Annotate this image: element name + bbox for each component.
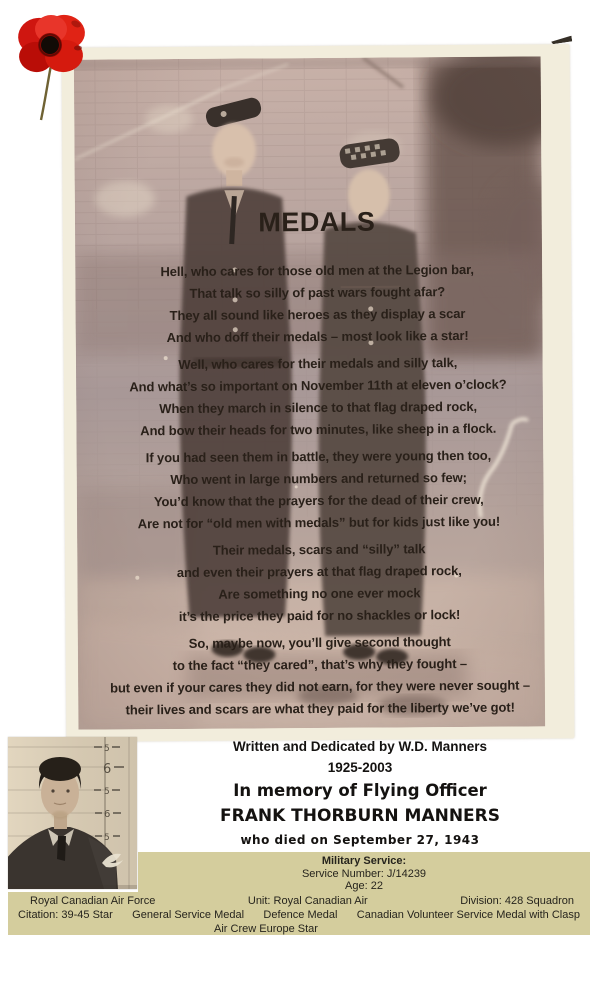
unit: Unit: Royal Canadian Air [247, 895, 368, 907]
poem-line: to the fact “they cared”, that’s why they fought – [172, 655, 468, 674]
poem-line: Their medals, scars and “silly” talk [212, 541, 426, 558]
poem-stanza-3 [44, 444, 593, 536]
height-mark: 6 [103, 762, 112, 777]
dedication-written-by: Written and Dedicated by W.D. Manners [232, 739, 488, 754]
military-service-summary [138, 852, 590, 892]
height-mark: 5 [104, 744, 110, 754]
service-number: Service Number: J/14239 [301, 867, 427, 880]
poem-line: And bow their heads for two minutes, like sheep in a flock. [140, 420, 497, 439]
poem-line: And what’s so important on November 11th at eleven o’clock? [129, 376, 507, 395]
height-mark: 6 [104, 809, 111, 820]
height-mark: 5 [104, 833, 110, 843]
poem-title: MEDALS [258, 206, 376, 238]
corner-tick-mark [551, 36, 573, 45]
dedication-memory-line: In memory of Flying Officer [233, 781, 487, 800]
military-service-details [8, 892, 590, 935]
poppy-icon [8, 2, 100, 128]
poem-line: And who doff their medals – most look like a star! [166, 327, 469, 346]
dedication-years: 1925-2003 [327, 760, 393, 775]
poem-line: Are something no one ever mock [218, 585, 421, 602]
division: Division: 428 Squadron [460, 895, 574, 907]
group-photo [62, 44, 575, 742]
poem-line: but even if your cares they did not earn, for they were never sought – [110, 677, 531, 696]
medal: Canadian Volunteer Service Medal with Clasp [356, 909, 580, 921]
poem-line: If you had seen them in battle, they were young then too, [145, 447, 492, 466]
poem-line: Hell, who cares for those old men at the Legion bar, [160, 261, 474, 280]
medal: Defence Medal [263, 909, 338, 921]
citation: Citation: 39-45 Star [18, 909, 113, 921]
age: Age: 22 [345, 880, 383, 893]
poem-stanza-4 [45, 537, 594, 629]
poem-line: it’s the price they paid for no shackles or lock! [178, 607, 461, 624]
military-row-medals [8, 908, 590, 922]
portrait-photo [8, 737, 137, 889]
dedication-death-date: who died on September 27, 1943 [240, 833, 480, 847]
height-mark: 5 [104, 787, 110, 797]
poem-line: That talk so silly of past wars fought afar? [189, 284, 446, 301]
poem-line: Who went in large numbers and returned so few; [170, 469, 467, 488]
force-name: Royal Canadian Air Force [30, 895, 156, 907]
poem-stanza-1 [43, 258, 592, 350]
dedication-block [130, 736, 590, 851]
poem-line: Well, who cares for their medals and silly talk, [178, 355, 458, 372]
military-service-heading: Military Service: [321, 855, 407, 867]
poem-stanza-2 [44, 351, 593, 443]
military-row-unit [8, 894, 590, 908]
poem-line: Are not for “old men with medals” but for kids just like you! [137, 513, 501, 532]
poem-stanza-5 [46, 630, 595, 722]
poem-line: When they march in silence to that flag draped rock, [159, 398, 477, 417]
poem [43, 204, 595, 727]
poem-line: They all sound like heroes as they display a scar [169, 305, 466, 324]
poem-line: You’d know that the prayers for the dead of their crew, [153, 491, 484, 510]
medal: General Service Medal [132, 909, 245, 921]
dedication-name: FRANK THORBURN MANNERS [219, 806, 501, 826]
medal: Air Crew Europe Star [214, 923, 318, 935]
poem-line: So, maybe now, you’ll give second thought [188, 634, 451, 651]
poem-line: their lives and scars are what they paid for the liberty we’ve got! [125, 699, 515, 718]
poem-line: and even their prayers at that flag draped rock, [176, 563, 462, 580]
